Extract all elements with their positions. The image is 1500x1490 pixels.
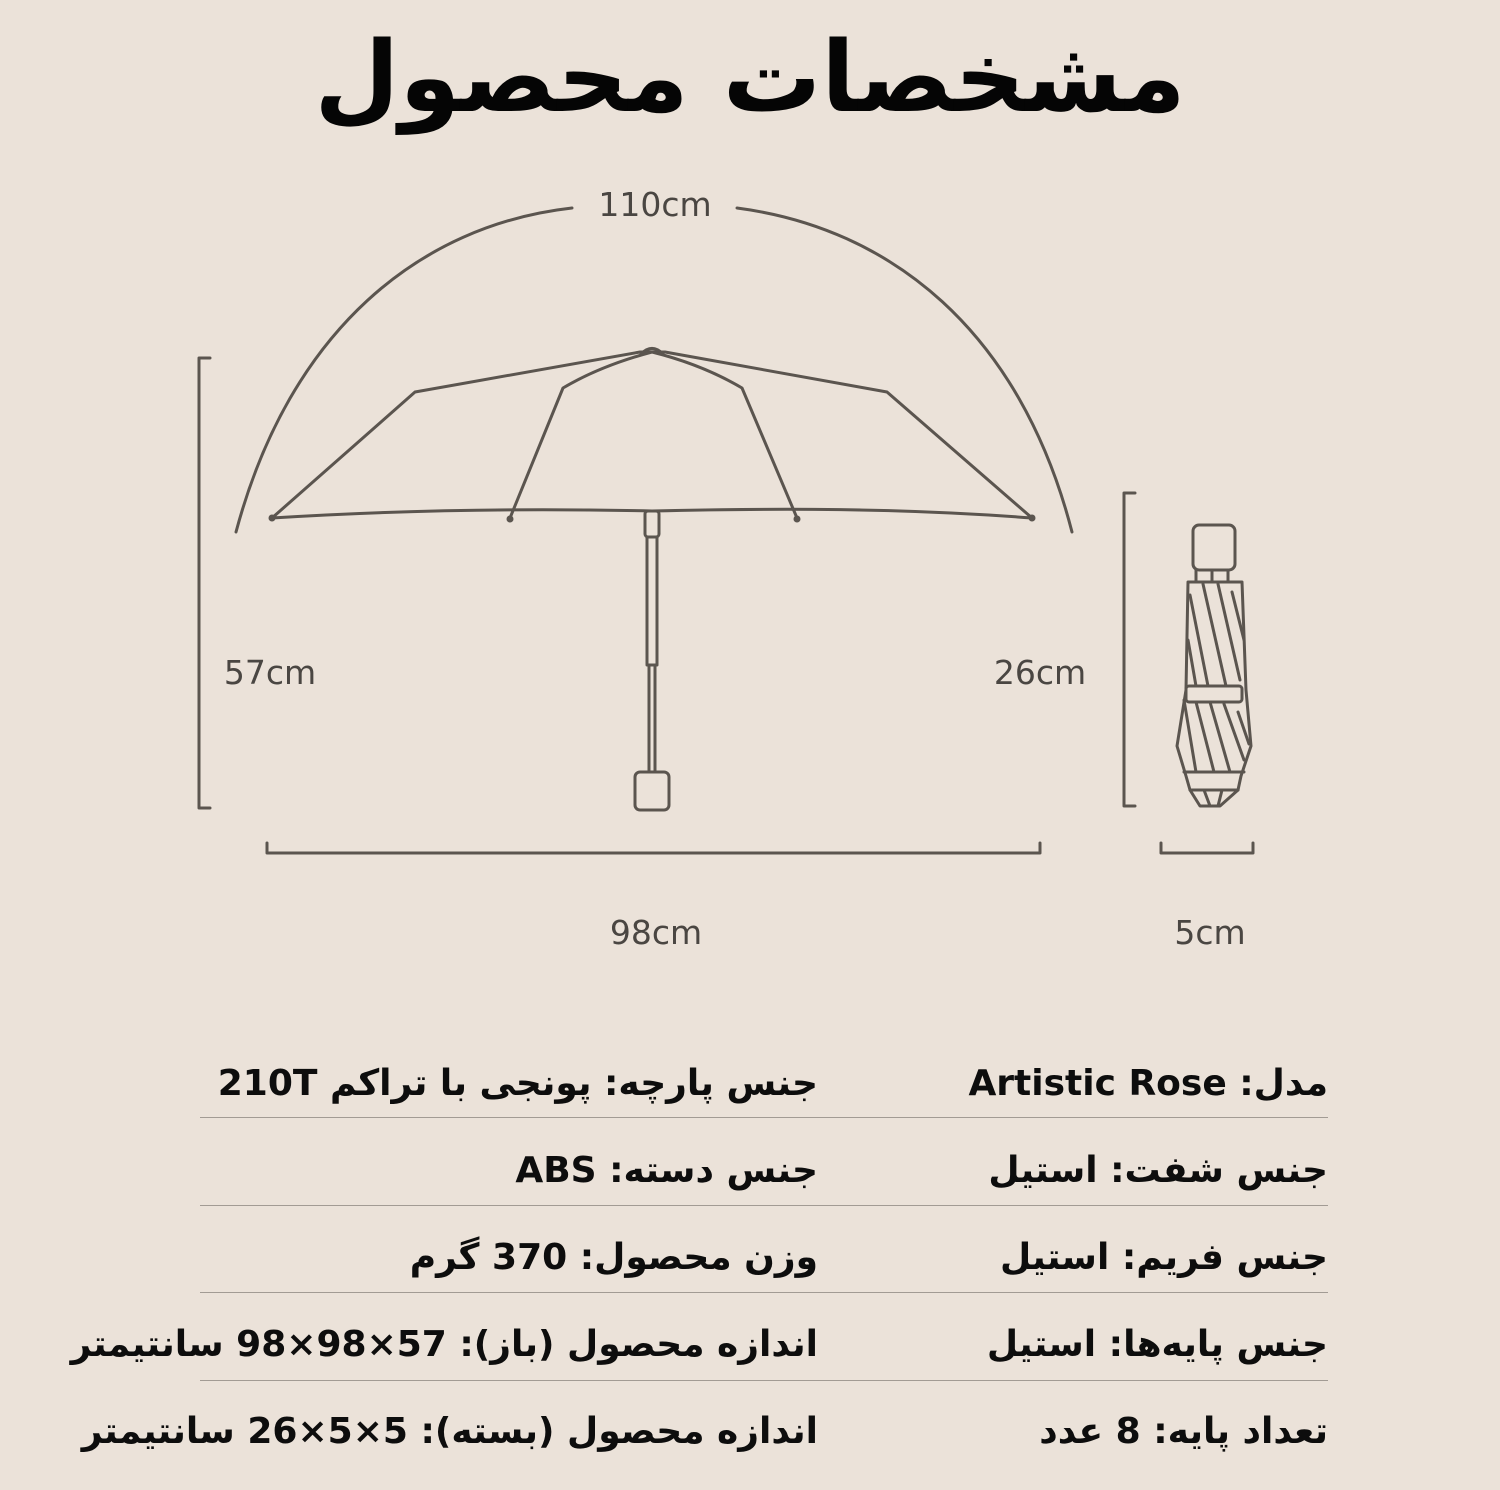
spec-ribs-material: جنس پایه‌ها: استیل [986, 1324, 1328, 1365]
closed-strap [1186, 686, 1242, 702]
rib-left [510, 352, 652, 518]
closed-width-bracket [1161, 843, 1253, 853]
closed-handle-tabs [1196, 570, 1228, 582]
row-divider [200, 1205, 1328, 1206]
canopy-arc-right [737, 208, 1072, 532]
span-bracket [267, 843, 1040, 853]
canopy-width-label: 110cm [598, 185, 712, 224]
closed-width-label: 5cm [1174, 913, 1246, 952]
shaft-lower [647, 537, 657, 665]
handle [635, 772, 669, 810]
closed-tips [1184, 772, 1244, 806]
canopy-arc-left [236, 208, 572, 532]
canopy-outline [272, 352, 1032, 518]
row-divider [200, 1380, 1328, 1381]
shaft-bottom [649, 665, 655, 772]
spec-frame-material: جنس فریم: استیل [1000, 1237, 1328, 1278]
shaft-upper [645, 511, 659, 537]
spec-rib-count: تعداد پایه: 8 عدد [1039, 1411, 1328, 1452]
closed-length-label: 26cm [993, 653, 1087, 692]
height-bracket [199, 358, 210, 808]
spec-handle-material: جنس دسته: ABS [515, 1150, 818, 1191]
spec-closed-size: اندازه محصول (بسته): 5×5×26 سانتیمتر [81, 1411, 818, 1452]
row-divider [200, 1292, 1328, 1293]
closed-length-bracket [1124, 493, 1135, 806]
height-label: 57cm [223, 653, 317, 692]
span-label: 98cm [609, 913, 703, 952]
closed-handle [1193, 525, 1235, 570]
spec-shaft-material: جنس شفت: استیل [988, 1150, 1328, 1191]
spec-open-size: اندازه محصول (باز): 57×98×98 سانتیمتر [70, 1324, 818, 1365]
row-divider [200, 1117, 1328, 1118]
rib-right [652, 352, 797, 518]
page-title: مشخصات محصول [314, 21, 1186, 135]
closed-folds [1184, 584, 1249, 772]
spec-fabric-material: جنس پارچه: پونجی با تراکم 210T [217, 1063, 818, 1104]
spec-model: مدل: Artistic Rose [968, 1063, 1328, 1104]
spec-weight: وزن محصول: 370 گرم [409, 1237, 818, 1278]
